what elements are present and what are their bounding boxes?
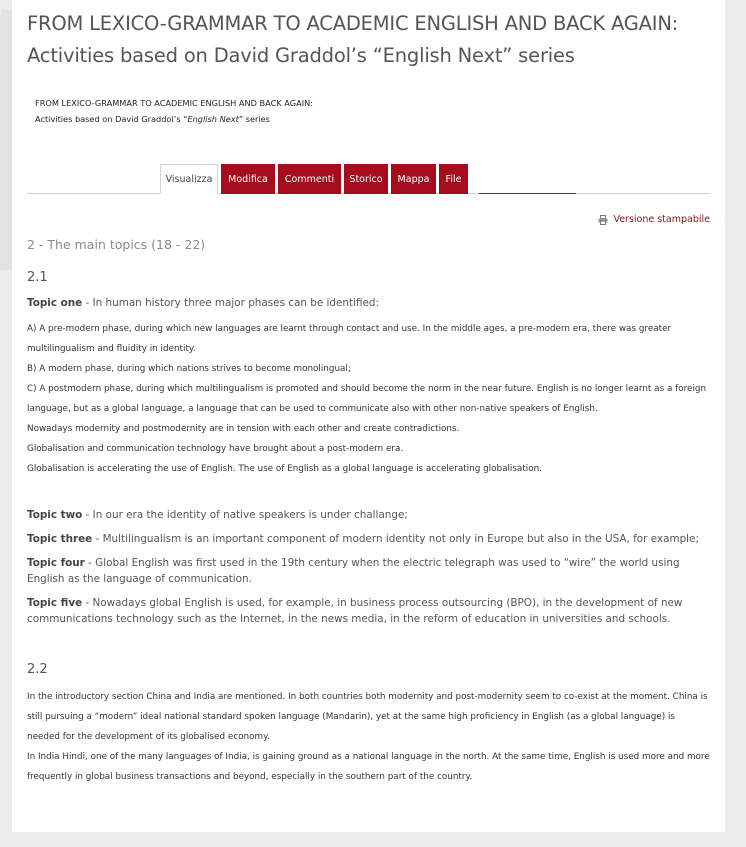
topic-five-label: Topic five (27, 597, 83, 609)
subtitle-block (35, 95, 675, 127)
tabs-accent-line (479, 193, 576, 194)
subtitle-suffix: ” series (238, 114, 270, 124)
print-version-label[interactable]: Versione stampabile (613, 214, 710, 225)
tab-mappa[interactable]: Mappa (391, 164, 436, 194)
paragraph: A) A pre-modern phase, during which new languages are learnt through contact and use. In the middle ages, a pre-modern era, there was greater multilingualism and fluidity in identity. (27, 324, 672, 354)
printer-icon (598, 215, 608, 225)
subtitle-line-1: FROM LEXICO-GRAMMAR TO ACADEMIC ENGLISH AND BACK AGAIN: (35, 98, 314, 108)
topic-two-label: Topic two (27, 509, 83, 521)
topic-one-label: Topic one (27, 297, 83, 309)
tab-file[interactable]: File (439, 164, 468, 194)
paragraph: Globalisation and communication technology have brought about a post-modern era. (27, 444, 404, 454)
section-title: 2 - The main topics (18 - 22) (27, 237, 206, 252)
subtitle-italic: English Next (187, 114, 239, 124)
topic-four-text: - Global English was first used in the 19th century when the electric telegraph was used to “wire” the world using English as the language of communication. (27, 557, 680, 585)
topic-two (27, 507, 710, 523)
tab-modifica[interactable]: Modifica (221, 164, 275, 194)
content-panel (12, 0, 725, 832)
section-2-2-paragraphs (27, 687, 710, 787)
topic-five (27, 595, 710, 627)
topic-one-text: - In human history three major phases can be identified: (82, 297, 380, 309)
subtitle-line-2 (35, 111, 675, 127)
topic-four-label: Topic four (27, 557, 85, 569)
print-version-link[interactable] (598, 214, 710, 225)
paragraph: C) A postmodern phase, during which multilingualism is promoted and should become the norm in the near future. English is no longer learnt as a foreign language, but as a global language, a language that can be used to communicate also with other non-native speakers of English. (27, 384, 707, 414)
section-2-1-paragraphs (27, 319, 710, 479)
tab-commenti[interactable]: Commenti (278, 164, 341, 194)
tab-storico[interactable]: Storico (344, 164, 388, 194)
tab-visualizza[interactable]: Visualizza (160, 164, 218, 194)
paragraph: B) A modern phase, during which nations strives to become monolingual; (27, 364, 351, 374)
page-title: FROM LEXICO-GRAMMAR TO ACADEMIC ENGLISH AND BACK AGAIN: Activities based on David Graddol’s “English Next” series (27, 12, 679, 67)
topic-three (27, 531, 710, 547)
heading-2-1: 2.1 (27, 270, 48, 285)
topic-four (27, 555, 710, 587)
topic-three-label: Topic three (27, 533, 93, 545)
paragraph: In India Hindi, one of the many languages of India, is gaining ground as a national language in the north. At the same time, English is used more and more frequently in global business transactions and beyond, especially in the southern part of the country. (27, 752, 710, 782)
topic-three-text: - Multilingualism is an important component of modern identity not only in Europe but also in the USA, for example; (92, 533, 699, 545)
topic-five-text: - Nowadays global English is used, for example, in business process outsourcing (BPO), in the development of new communications technology such as the Internet, in the news media, in the reform of education in universities and schools. (27, 597, 683, 625)
tab-bar (160, 164, 468, 194)
paragraph: In the introductory section China and India are mentioned. In both countries both modernity and post-modernity seem to co-exist at the moment. China is still pursuing a “modern” ideal national standard spoken language (Mandarin), yet at the same high proficiency in English (as a global language) is needed for the development of its globalised economy. (27, 692, 708, 742)
paragraph: Nowadays modernity and postmodernity are in tension with each other and create contradictions. (27, 424, 460, 434)
subtitle-prefix: Activities based on David Graddol’s “ (35, 114, 188, 124)
paragraph: Globalisation is accelerating the use of English. The use of English as a global language is accelerating globalisation. (27, 464, 542, 474)
topic-one (27, 295, 710, 311)
topic-two-text: - In our era the identity of native speakers is under challange; (82, 509, 408, 521)
heading-2-2: 2.2 (27, 662, 48, 677)
